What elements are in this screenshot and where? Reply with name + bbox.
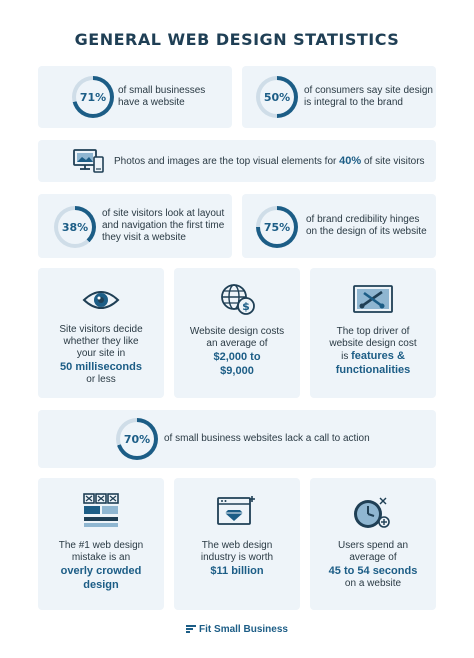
browser-diamond-icon <box>216 494 258 528</box>
percent-ring <box>54 206 96 248</box>
design-tools-icon <box>352 284 394 316</box>
stat-text-line: of site visitors look at layout <box>102 208 225 219</box>
stat-text-line: The #1 web design <box>58 540 144 551</box>
stat-card-design-costs <box>174 268 300 398</box>
stat-text: is <box>341 351 352 362</box>
globe-dollar-icon <box>218 282 256 316</box>
percent-value: 75% <box>260 210 294 244</box>
stat-card-cost-driver <box>310 268 436 398</box>
stat-text: Photos and images are the top visual elements for <box>114 156 340 167</box>
stat-card-design-mistake <box>38 478 164 610</box>
stat-text-line: an average of <box>206 338 268 349</box>
stat-highlight: design <box>83 579 119 591</box>
stat-text-line: industry is worth <box>200 552 274 563</box>
stat-text-line: of brand credibility hinges <box>306 214 420 225</box>
user-clock-icon <box>352 492 392 532</box>
page-title: GENERAL WEB DESIGN STATISTICS <box>74 30 400 49</box>
stat-card-time-on-site <box>310 478 436 610</box>
percent-value: 71% <box>76 80 110 114</box>
svg-text:$: $ <box>242 300 250 313</box>
stat-highlight: $9,000 <box>220 365 254 377</box>
stat-text-line: or less <box>86 374 116 385</box>
percent-ring <box>72 76 114 118</box>
stat-text-line: Users spend an <box>337 540 409 551</box>
stat-highlight: 40% <box>339 155 362 167</box>
footer-brand <box>0 624 474 635</box>
stat-card-layout-navigation <box>38 194 232 258</box>
stat-highlight: features & <box>351 350 405 362</box>
percent-value: 70% <box>120 422 154 456</box>
monitor-devices-icon <box>72 147 106 175</box>
stat-card-photos-images <box>38 140 436 182</box>
stat-card-call-to-action <box>38 410 436 468</box>
percent-value: 38% <box>58 210 92 244</box>
percent-ring <box>256 76 298 118</box>
stat-highlight: $11 billion <box>210 565 264 577</box>
stat-card-consumers-brand <box>242 66 436 128</box>
footer-brand-text: Fit Small Business <box>199 624 288 635</box>
stat-text-line: whether they like <box>63 336 139 347</box>
stat-text-line: mistake is an <box>71 552 131 563</box>
stat-highlight: $2,000 to <box>213 351 261 363</box>
stat-text-line: Website design costs <box>189 326 285 337</box>
fsb-logo-icon <box>186 625 196 633</box>
stat-text-line: The top driver of <box>336 326 410 337</box>
stat-text-line: Site visitors decide <box>59 324 143 335</box>
percent-ring <box>116 418 158 460</box>
stat-highlight: overly crowded <box>60 565 142 577</box>
stat-card-brand-credibility <box>242 194 436 258</box>
stat-highlight: functionalities <box>335 364 411 376</box>
stat-text: of small business websites lack a call to action <box>164 433 370 444</box>
eye-icon <box>82 288 120 312</box>
stat-text-line: website design cost <box>329 338 417 349</box>
stat-text-line: on the design of its website <box>306 226 427 237</box>
cluttered-layout-icon <box>82 492 120 530</box>
stat-text-line: is integral to the brand <box>304 97 403 108</box>
percent-ring <box>256 206 298 248</box>
stat-text-line: your site in <box>76 348 126 359</box>
stat-card-small-business-websites <box>38 66 232 128</box>
stat-text-line: have a website <box>118 97 185 108</box>
stat-card-milliseconds <box>38 268 164 398</box>
stat-card-industry-worth <box>174 478 300 610</box>
stat-highlight: 50 milliseconds <box>60 361 142 373</box>
stat-text-line: of small businesses <box>118 85 206 96</box>
stat-text-line: and navigation the first time <box>102 220 225 231</box>
stat-text-line: The web design <box>201 540 273 551</box>
stat-text-line: average of <box>349 552 397 563</box>
stat-text: of site visitors <box>361 156 425 167</box>
stat-highlight: 45 to 54 seconds <box>328 565 418 577</box>
stat-text-line: they visit a website <box>102 232 186 243</box>
stat-text-line: of consumers say site design <box>304 85 433 96</box>
percent-value: 50% <box>260 80 294 114</box>
stat-text-line: on a website <box>344 578 402 589</box>
